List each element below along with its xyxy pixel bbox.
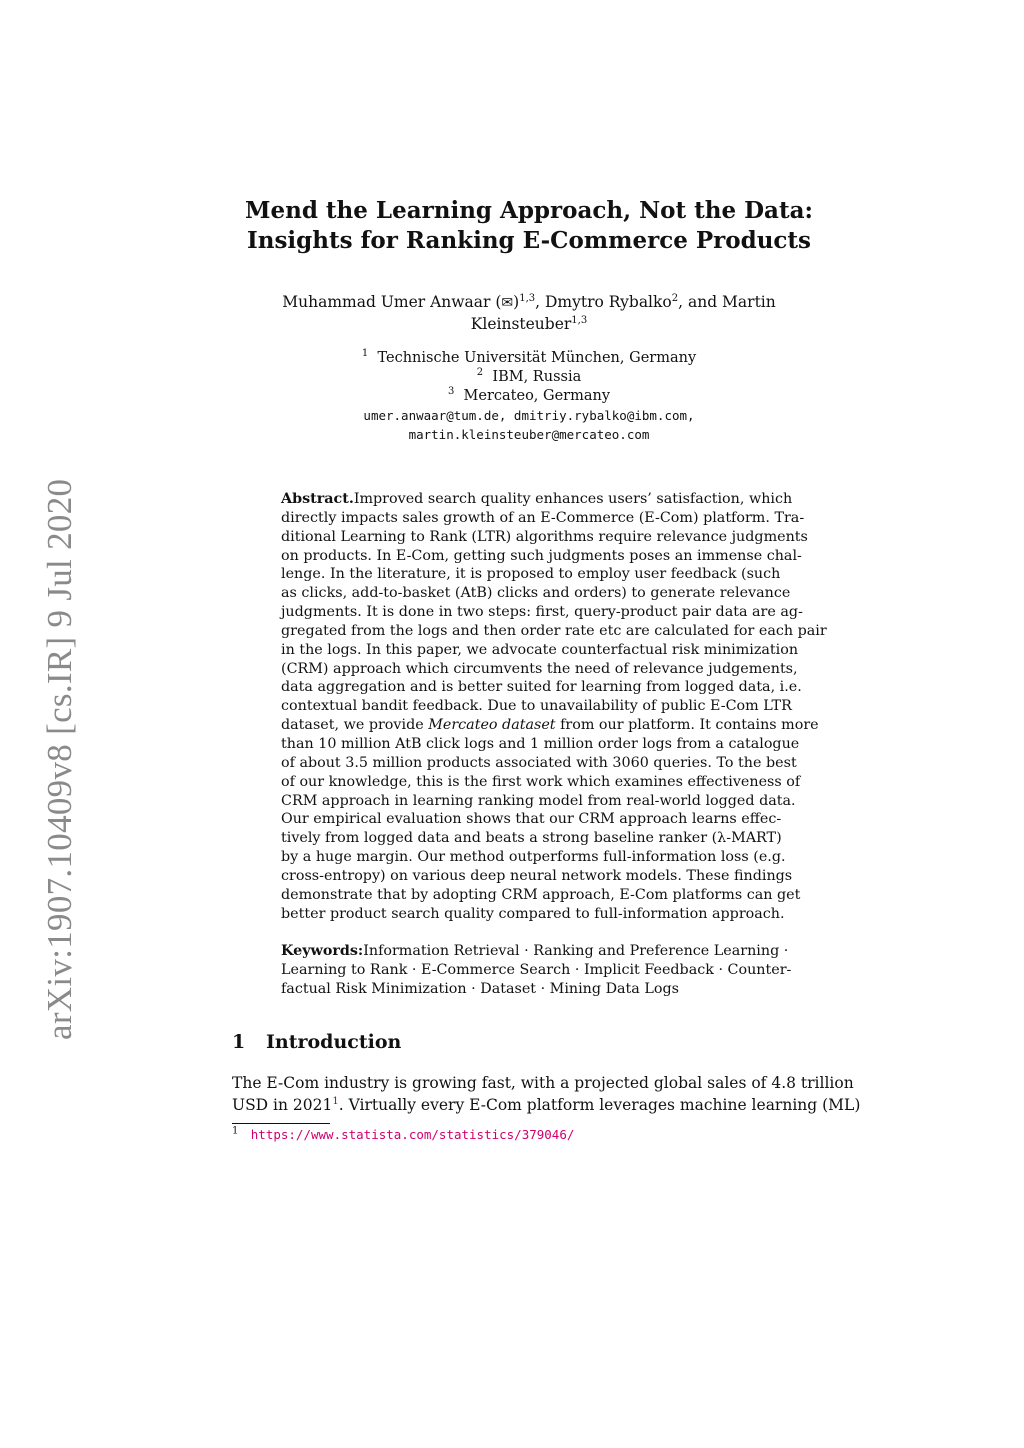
intro-paragraph [232,1072,861,1116]
abstract-label: Abstract. [281,491,354,507]
email-line-2: martin.kleinsteuber@mercateo.com [408,427,650,442]
abstract-line: lenge. In the literature, it is proposed to employ user feedback (such [281,566,781,583]
dataset-name: Mercateo dataset [428,717,556,734]
abstract-line: data aggregation and is better suited for learning from logged data, i.e. [281,679,802,696]
abstract-line: directly impacts sales growth of an E-Commerce (E-Com) platform. Tra- [281,509,805,526]
title-line-2: Insights for Ranking E-Commerce Products [246,227,812,254]
title-line-1: Mend the Learning Approach, Not the Data: [245,197,813,224]
footnote-marker[interactable]: 1 [332,1095,339,1107]
keywords-line: Keywords: Information Retrieval · Ranking and Preference Learning · [281,943,789,959]
keywords-label: Keywords: [281,943,364,959]
abstract [281,490,827,923]
abstract-line: than 10 million AtB click logs and 1 million order logs from a catalogue [281,735,800,752]
affiliations [232,349,826,444]
intro-line: USD in 2021$^1$. Virtually every E-Com platform leverages machine learning (ML) [232,1095,861,1114]
author-list [232,292,826,335]
abstract-line: Our empirical evaluation shows that our CRM approach learns effec- [281,811,782,828]
abstract-line: of our knowledge, this is the first work which examines effectiveness of [281,773,801,790]
intro-line: The E-Com industry is growing fast, with a projected global sales of 4.8 trillion [232,1074,854,1092]
footnote-link[interactable]: https://www.statista.com/statistics/379046/ [250,1127,575,1142]
abstract-line: on products. In E-Com, getting such judgments poses an immense chal- [281,547,802,564]
abstract-line: in the logs. In this paper, we advocate counterfactual risk minimization [281,641,799,658]
abstract-line: cross-entropy) on various deep neural network models. These findings [281,867,793,884]
abstract-line: by a huge margin. Our method outperforms full-information loss (e.g. [281,849,786,866]
keywords-line: factual Risk Minimization · Dataset · Mining Data Logs [281,981,679,997]
abstract-line: better product search quality compared to full-information approach. [281,905,785,922]
abstract-line: tively from logged data and beats a strong baseline ranker (λ-MART) [281,830,782,847]
abstract-line: dataset, we provide Mercateo dataset from our platform. It contains more [281,717,819,734]
abstract-line: Abstract. Improved search quality enhances users’ satisfaction, which [281,491,793,507]
section-heading [232,1031,401,1053]
affiliation-1: $^1$ Technische Universität München, Germany [361,348,697,366]
abstract-line: ditional Learning to Rank (LTR) algorithms require relevance judgments [281,528,808,545]
abstract-line: gregated from the logs and then order rate etc are calculated for each pair [281,622,827,639]
abstract-line: of about 3.5 million products associated with 3060 queries. To the best [281,754,797,771]
abstract-line: judgments. It is done in two steps: first, query-product pair data are ag- [281,604,803,621]
author-line-1: Muhammad Umer Anwaar (✉)$^{1,3}$, Dmytro Rybalko$^2$, and Martin [282,292,776,311]
affiliation-2: $^2$ IBM, Russia [476,367,582,385]
abstract-line: as clicks, add-to-basket (AtB) clicks and orders) to generate relevance [281,585,791,602]
abstract-line: contextual bandit feedback. Due to unavailability of public E-Com LTR [281,698,792,715]
email-line-1: umer.anwaar@tum.de, dmitriy.rybalko@ibm.com, [363,408,695,423]
abstract-line: (CRM) approach which circumvents the need of relevance judgements, [281,660,798,677]
abstract-line: demonstrate that by adopting CRM approach, E-Com platforms can get [281,886,801,903]
paper-title [232,196,826,256]
author-line-2: Kleinsteuber$^{1,3}$ [470,314,588,333]
section-number: 1 [232,1031,246,1053]
section-title: Introduction [266,1031,402,1053]
keywords-line: Learning to Rank · E-Commerce Search · Implicit Feedback · Counter- [281,962,792,978]
affiliation-3: $^3$ Mercateo, Germany [447,386,611,404]
arxiv-identifier: arXiv:1907.10409v8 [cs.IR] 9 Jul 2020 [40,478,79,1040]
footnote-rule [232,1123,330,1124]
keywords [281,942,792,999]
footnote-number: 1 [232,1125,239,1137]
abstract-line: CRM approach in learning ranking model from real-world logged data. [281,792,796,809]
footnote [232,1127,574,1143]
envelope-icon: ✉ [501,295,514,311]
